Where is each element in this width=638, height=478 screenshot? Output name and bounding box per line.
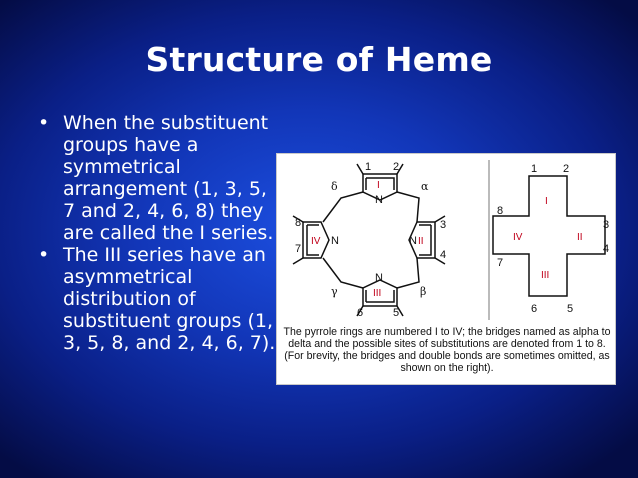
nitrogen-label: N [375, 194, 383, 206]
bullet-text: The III series have an asymmetrical distribution of substituent groups (1, 3, 5, 8, and 2, 4, 6, 7). [63, 244, 276, 354]
bullet-item [38, 244, 278, 354]
nitrogen-label: N [375, 272, 383, 284]
bullet-dot: • [38, 244, 50, 266]
position-1-label: 1 [531, 163, 538, 175]
ring-III-label: III [541, 270, 550, 281]
position-3-label: 3 [440, 219, 447, 231]
heme-diagram [277, 154, 615, 326]
position-5-label: 5 [393, 307, 400, 319]
position-4-label: 4 [440, 249, 447, 261]
ring-II-label: II [418, 236, 424, 247]
position-7-label: 7 [295, 243, 302, 255]
nitrogen-label: N [409, 235, 417, 247]
ring-III-label: III [373, 288, 382, 299]
ring-IV-label: IV [311, 236, 321, 247]
slide-title: Structure of Heme [145, 40, 493, 79]
figure-caption: The pyrrole rings are numbered I to IV; the bridges named as alpha to delta and the possible sites of substitutions are denoted from 1 to 8. (For brevity, the bridges and double bonds are sometimes omitted, as shown on the right). [283, 326, 611, 374]
bullet-item [38, 112, 278, 244]
position-5-label: 5 [567, 303, 574, 315]
ring-I-label: I [545, 196, 548, 207]
bullet-dot: • [38, 112, 50, 134]
position-2-label: 2 [393, 161, 400, 173]
bullet-list [38, 112, 278, 354]
bridge-alpha-label: α [421, 180, 429, 193]
ring-IV-label: IV [513, 232, 523, 243]
position-8-label: 8 [497, 205, 504, 217]
nitrogen-label: N [331, 235, 339, 247]
position-6-label: 6 [531, 303, 538, 315]
position-4-label: 4 [603, 243, 610, 255]
bridge-beta-label: β [420, 285, 427, 298]
position-7-label: 7 [497, 257, 504, 269]
position-3-label: 3 [603, 219, 610, 231]
heme-figure [276, 153, 616, 385]
position-6-label: 6 [357, 307, 364, 319]
bullet-text: When the substituent groups have a symmetrical arrangement (1, 3, 5, 7 and 2, 4, 6, 8) they are called the I series. [63, 112, 274, 244]
bridge-gamma-label: γ [331, 285, 338, 298]
position-1-label: 1 [365, 161, 372, 173]
ring-II-label: II [577, 232, 583, 243]
position-2-label: 2 [563, 163, 570, 175]
ring-I-label: I [377, 180, 380, 191]
position-8-label: 8 [295, 217, 302, 229]
bridge-delta-label: δ [331, 180, 338, 193]
